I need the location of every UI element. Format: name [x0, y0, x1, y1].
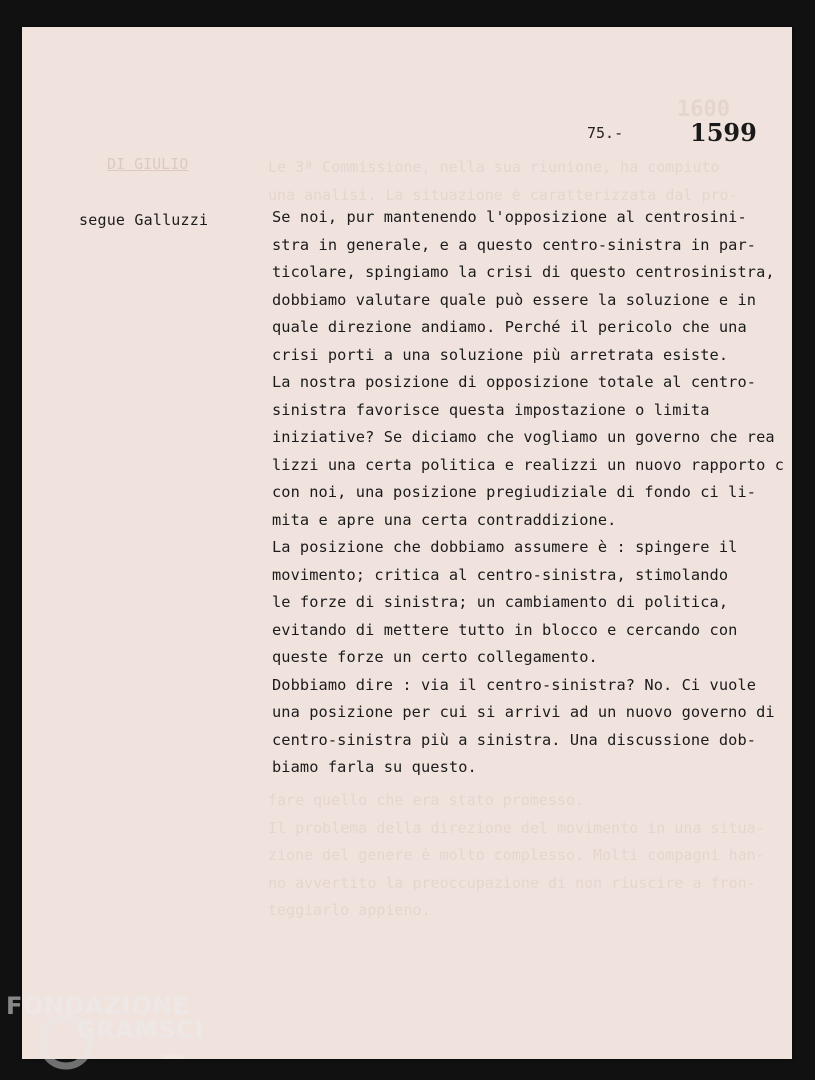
archive-number: 1599 [690, 118, 757, 147]
page-number: 75.- [587, 124, 624, 142]
logo-text-onlus: onlus [162, 1052, 184, 1061]
bleed-through-number: 1600 [677, 97, 730, 122]
body-line: iniziative? Se diciamo che vogliamo un governo che rea [272, 428, 775, 446]
body-line: quale direzione andiamo. Perché il pericolo che una [272, 318, 747, 336]
body-line: una posizione per cui si arrivi ad un nuovo governo di [272, 703, 775, 721]
body-line: con noi, una posizione pregiudiziale di fondo ci li- [272, 483, 757, 501]
body-line: evitando di mettere tutto in blocco e cercando con [272, 620, 738, 639]
body-line: ticolare, spingiamo la crisi di questo centrosinistra, [272, 263, 775, 281]
logo-text-fondazione: FONDAZIONE [6, 992, 190, 1020]
body-line: lizzi una certa politica e realizzi un nuovo rapporto c [272, 455, 785, 474]
body-line: le forze di sinistra; un cambiamento di politica, [272, 593, 729, 611]
logo-text-gramsci: GRAMSCI [76, 1016, 204, 1044]
speaker-label: segue Galluzzi [79, 211, 209, 229]
body-line: centro-sinistra più a sinistra. Una discussione dob- [272, 730, 757, 749]
body-line: Dobbiamo dire : via il centro-sinistra? No. Ci vuole [272, 675, 757, 694]
document-page [22, 27, 792, 1059]
body-line: La posizione che dobbiamo assumere è : spingere il [272, 538, 738, 556]
body-line: La nostra posizione di opposizione totale al centro- [272, 373, 757, 391]
body-line: sinistra favorisce questa impostazione o limita [272, 400, 710, 419]
body-line: queste forze un certo collegamento. [272, 648, 598, 666]
bleed-through-text-top: Le 3ª Commissione, nella sua riunione, ha compiuto una analisi. La situazione è caratterizzata dal pro- [268, 158, 738, 204]
bleed-through-text-bottom: fare quello che era stato promesso. Il problema della direzione del movimento in una situa- zione del genere è molto complesso. Molti compagni han- no avvertito la preoccupazione di non riuscire a fron- teggiarlo appieno. [268, 791, 765, 919]
body-line: crisi porti a una soluzione più arretrata esiste. [272, 345, 729, 364]
body-text [272, 204, 792, 782]
body-line: stra in generale, e a questo centro-sinistra in par- [272, 235, 757, 254]
body-line: Se noi, pur mantenendo l'opposizione al centrosini- [272, 208, 747, 226]
fondazione-gramsci-watermark-logo [6, 992, 206, 1072]
bleed-through-heading: DI GIULIO [107, 155, 189, 173]
body-line: biamo farla su questo. [272, 758, 477, 776]
body-line: movimento; critica al centro-sinistra, stimolando [272, 565, 729, 584]
body-line: mita e apre una certa contraddizione. [272, 510, 617, 529]
body-line: dobbiamo valutare quale può essere la soluzione e in [272, 290, 757, 309]
